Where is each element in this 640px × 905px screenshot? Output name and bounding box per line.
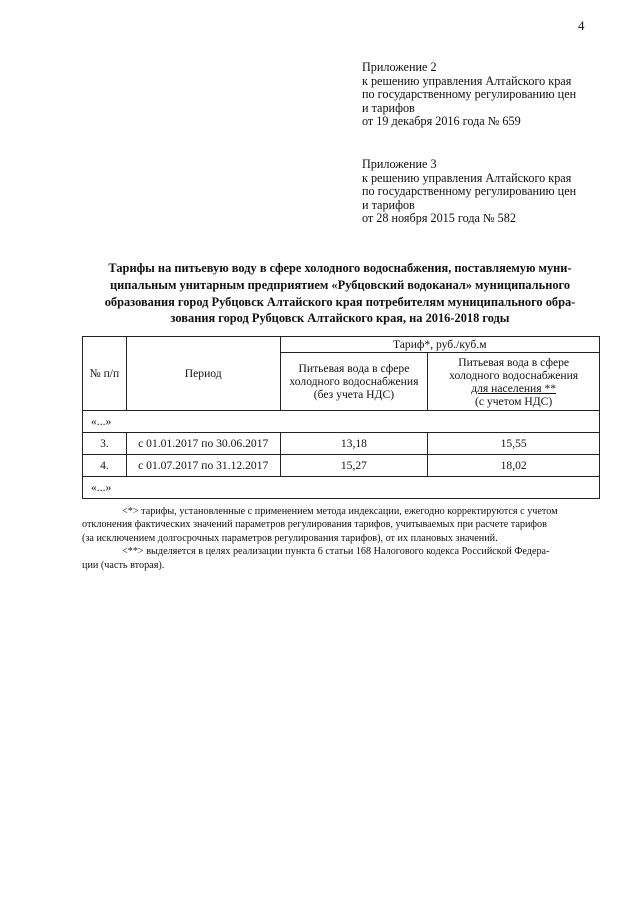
footnote-line: отклонения фактических значений параметров регулирования тарифов, учитываемых при расчете тарифов xyxy=(82,519,547,531)
footnote-line: <*> тарифы, установленные с применением метода индексации, ежегодно корректируются с учетом xyxy=(122,506,558,517)
table-header-row xyxy=(83,337,600,353)
row-period: с 01.07.2017 по 31.12.2017 xyxy=(126,455,280,477)
header-line: для населения ** xyxy=(471,381,557,395)
appendix-2-block xyxy=(362,61,622,129)
page-number: 4 xyxy=(578,18,585,33)
row-tariff-population: 18,02 xyxy=(428,455,600,477)
title-line: ципальным унитарным предприятием «Рубцовский водоканал» муниципального xyxy=(109,277,571,292)
header-period: Период xyxy=(126,337,280,411)
table-row xyxy=(83,433,600,455)
appendix-3-title: Приложение 3 xyxy=(362,157,437,171)
ellipsis-cell: «...» xyxy=(83,477,600,499)
title-line: зования город Рубцовск Алтайского края, на 2016-2018 годы xyxy=(170,311,510,326)
footnote-line: ции (часть вторая). xyxy=(82,559,165,571)
header-line: Питьевая вода в сфере xyxy=(458,355,570,369)
row-number: 3. xyxy=(83,433,127,455)
appendix-2-title: Приложение 2 xyxy=(362,60,437,74)
appendix-2-line: и тарифов xyxy=(362,100,415,115)
row-tariff-population: 15,55 xyxy=(428,433,600,455)
header-line: Питьевая вода в сфере xyxy=(298,362,410,375)
tariff-table xyxy=(82,336,600,499)
appendix-3-line: по государственному регулированию цен xyxy=(362,184,577,199)
appendix-3-line: и тарифов xyxy=(362,197,415,212)
footnote-line: <**> выделяется в целях реализации пункта 6 статьи 168 Налогового кодекса Российской Федера- xyxy=(122,546,550,558)
document-title xyxy=(80,260,600,327)
header-line: (с учетом НДС) xyxy=(475,394,553,408)
header-number: № п/п xyxy=(83,337,127,411)
row-period: с 01.01.2017 по 30.06.2017 xyxy=(126,433,280,455)
footnotes xyxy=(82,505,602,572)
row-number: 4. xyxy=(83,455,127,477)
header-line: (без учета НДС) xyxy=(313,388,395,401)
appendix-3-line: от 28 ноября 2015 года № 582 xyxy=(362,211,516,226)
title-line: Тарифы на питьевую воду в сфере холодного водоснабжения, поставляемую муни- xyxy=(108,261,572,275)
ellipsis-cell: «...» xyxy=(83,411,600,433)
header-tariff-population xyxy=(428,353,600,411)
appendix-2-line: к решению управления Алтайского края xyxy=(362,73,572,88)
header-tariff: Тариф*, руб./куб.м xyxy=(280,337,599,353)
appendix-3-block xyxy=(362,158,622,226)
table-row-ellipsis xyxy=(83,477,600,499)
appendix-2-line: от 19 декабря 2016 года № 659 xyxy=(362,114,521,129)
appendix-3-line: к решению управления Алтайского края xyxy=(362,170,572,185)
title-line: образования город Рубцовск Алтайского края потребителям муниципального обра- xyxy=(104,294,576,309)
header-tariff-no-vat xyxy=(280,353,428,411)
appendix-2-line: по государственному регулированию цен xyxy=(362,87,577,102)
header-line: холодного водоснабжения xyxy=(289,375,419,388)
header-line: холодного водоснабжения xyxy=(449,368,579,382)
footnote-line: (за исключением долгосрочных параметров регулирования тарифов), от их плановых значений. xyxy=(82,532,498,544)
table-row xyxy=(83,455,600,477)
table-row-ellipsis xyxy=(83,411,600,433)
row-tariff-no-vat: 15,27 xyxy=(280,455,428,477)
row-tariff-no-vat: 13,18 xyxy=(280,433,428,455)
